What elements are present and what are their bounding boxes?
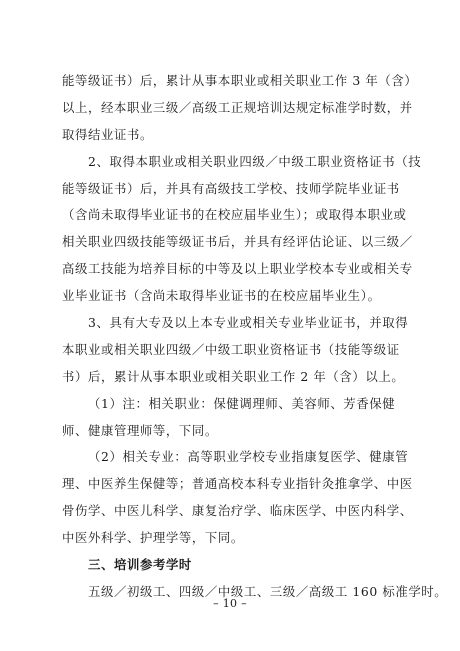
paragraph-line: 理、中医养生保健等；普通高校本科专业指针灸推拿学、中医 xyxy=(62,476,413,492)
paragraph-line: （含尚未取得毕业证书的在校应届毕业生）；或取得本职业或 xyxy=(62,207,407,223)
paragraph-line: 五级／初级工、四级／中级工、三级／高级工 160 标准学时。 xyxy=(88,583,448,599)
section-heading: 三、培训参考学时 xyxy=(88,557,192,573)
paragraph-line: 高级工技能为培养目标的中等及以上职业学校本专业或相关专 xyxy=(62,261,413,277)
paragraph-line: 取得结业证书。 xyxy=(62,126,153,142)
paragraph-line: 相关职业四级技能等级证书后，并具有经评估论证、以三级／ xyxy=(62,234,413,250)
paragraph-line: 书）后，累计从事本职业或相关职业工作 2 年（含）以上。 xyxy=(62,368,405,384)
paragraph-line: 师、健康管理师等，下同。 xyxy=(62,422,218,438)
paragraph-line: （1）注：相关职业：保健调理师、美容师、芳香保健 xyxy=(88,395,396,411)
paragraph-line: 2、取得本职业或相关职业四级／中级工职业资格证书（技 xyxy=(88,153,422,169)
paragraph-line: 本职业或相关职业四级／中级工职业资格证书（技能等级证 xyxy=(62,341,400,357)
paragraph-line: 能等级证书）后，并具有高级技工学校、技师学院毕业证书 xyxy=(62,180,400,196)
paragraph-line: 骨伤学、中医儿科学、康复治疗学、临床医学、中医内科学、 xyxy=(62,503,413,519)
paragraph-line: 能等级证书）后，累计从事本职业或相关职业工作 3 年（含） xyxy=(62,73,418,88)
page-number: – 10 – xyxy=(213,597,247,610)
paragraph-line: 3、具有大专及以上本专业或相关专业毕业证书，并取得 xyxy=(88,315,409,331)
paragraph-line: 中医外科学、护理学等，下同。 xyxy=(62,530,244,546)
paragraph-line: （2）相关专业：高等职业学校专业指康复医学、健康管 xyxy=(88,449,409,465)
paragraph-line: 业毕业证书（含尚未取得毕业证书的在校应届毕业生）。 xyxy=(62,288,381,304)
paragraph-line: 以上，经本职业三级／高级工正规培训达规定标准学时数，并 xyxy=(62,99,413,115)
body-text xyxy=(62,68,448,606)
